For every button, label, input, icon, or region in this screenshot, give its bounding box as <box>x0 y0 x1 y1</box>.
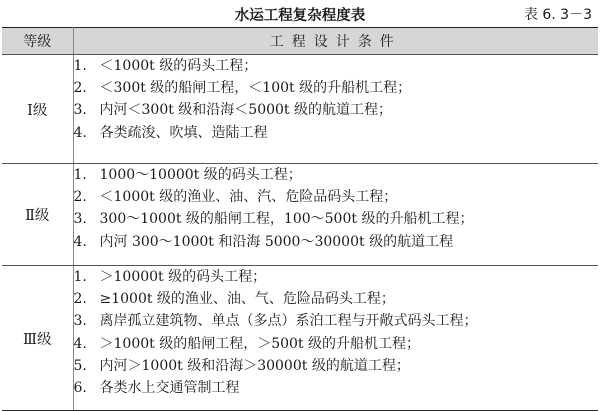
item-text: 内河＜300t 级和沿海＜5000t 级的航道工程； <box>99 102 393 119</box>
item-number: 1. <box>73 167 87 183</box>
item-text: 内河＞1000t 级和沿海＞30000t 级的航道工程； <box>99 357 410 374</box>
conditions-cell <box>73 266 598 411</box>
level-cell: Ⅲ级 <box>2 266 73 411</box>
item-number: 2. <box>73 291 87 308</box>
item-text: 300～1000t 级的船闸工程，100～500t 级的升船机工程； <box>99 211 474 228</box>
table-row <box>2 266 598 411</box>
item-number: 2. <box>73 189 87 206</box>
item-text: 内河 300～1000t 和沿海 5000～30000t 级的航道工程 <box>99 233 454 250</box>
condition-item <box>74 164 599 186</box>
item-text: 各类疏浚、吹填、造陆工程 <box>99 124 268 141</box>
item-text: ＜1000t 级的码头工程； <box>99 58 258 74</box>
item-number: 4. <box>73 233 87 250</box>
conditions-cell <box>73 55 598 164</box>
condition-item <box>74 122 599 144</box>
item-number: 3. <box>73 313 87 330</box>
item-text: ＜300t 级的船闸工程，＜100t 级的升船机工程； <box>99 80 412 97</box>
item-number: 1. <box>73 58 87 74</box>
condition-item <box>74 377 599 399</box>
table-number: 表 6. 3－3 <box>523 7 592 23</box>
condition-item <box>74 288 599 310</box>
item-number: 4. <box>73 335 87 352</box>
condition-item <box>74 266 599 288</box>
level-cell: Ⅱ级 <box>2 164 73 266</box>
condition-item <box>74 208 599 230</box>
header-conditions: 工程设计条件 <box>73 28 598 55</box>
condition-item <box>74 55 599 77</box>
item-number: 1. <box>73 269 87 285</box>
item-number: 2. <box>73 80 87 97</box>
item-number: 3. <box>73 211 87 228</box>
item-number: 3. <box>73 102 87 119</box>
item-number: 4. <box>73 124 87 141</box>
condition-item <box>74 310 599 332</box>
table-row <box>2 55 598 164</box>
item-text: ＞1000t 级的船闸工程，＞500t 级的升船机工程； <box>99 335 421 352</box>
table-row <box>2 164 598 266</box>
condition-item <box>74 355 599 377</box>
conditions-cell <box>73 164 598 266</box>
level-cell: Ⅰ级 <box>2 55 73 164</box>
header-row <box>2 28 598 55</box>
item-text: ＞10000t 级的码头工程； <box>99 269 267 285</box>
item-text: 各类水上交通管制工程 <box>99 379 240 396</box>
header-level: 等级 <box>2 28 73 55</box>
condition-item <box>74 99 599 121</box>
condition-item <box>74 333 599 355</box>
item-text: 离岸孤立建筑物、单点（多点）系泊工程与开敞式码头工程； <box>99 313 478 330</box>
complexity-table <box>2 27 598 411</box>
condition-item <box>74 77 599 99</box>
item-text: ＜1000t 级的渔业、油、汽、危险品码头工程； <box>99 189 398 206</box>
item-number: 5. <box>73 357 87 374</box>
item-number: 6. <box>73 379 87 396</box>
table-title: 水运工程复杂程度表 <box>234 8 366 24</box>
condition-item <box>74 186 599 208</box>
condition-item <box>74 231 599 253</box>
item-text: ≥1000t 级的渔业、油、气、危险品码头工程； <box>99 291 395 308</box>
item-text: 1000～10000t 级的码头工程； <box>99 167 302 183</box>
